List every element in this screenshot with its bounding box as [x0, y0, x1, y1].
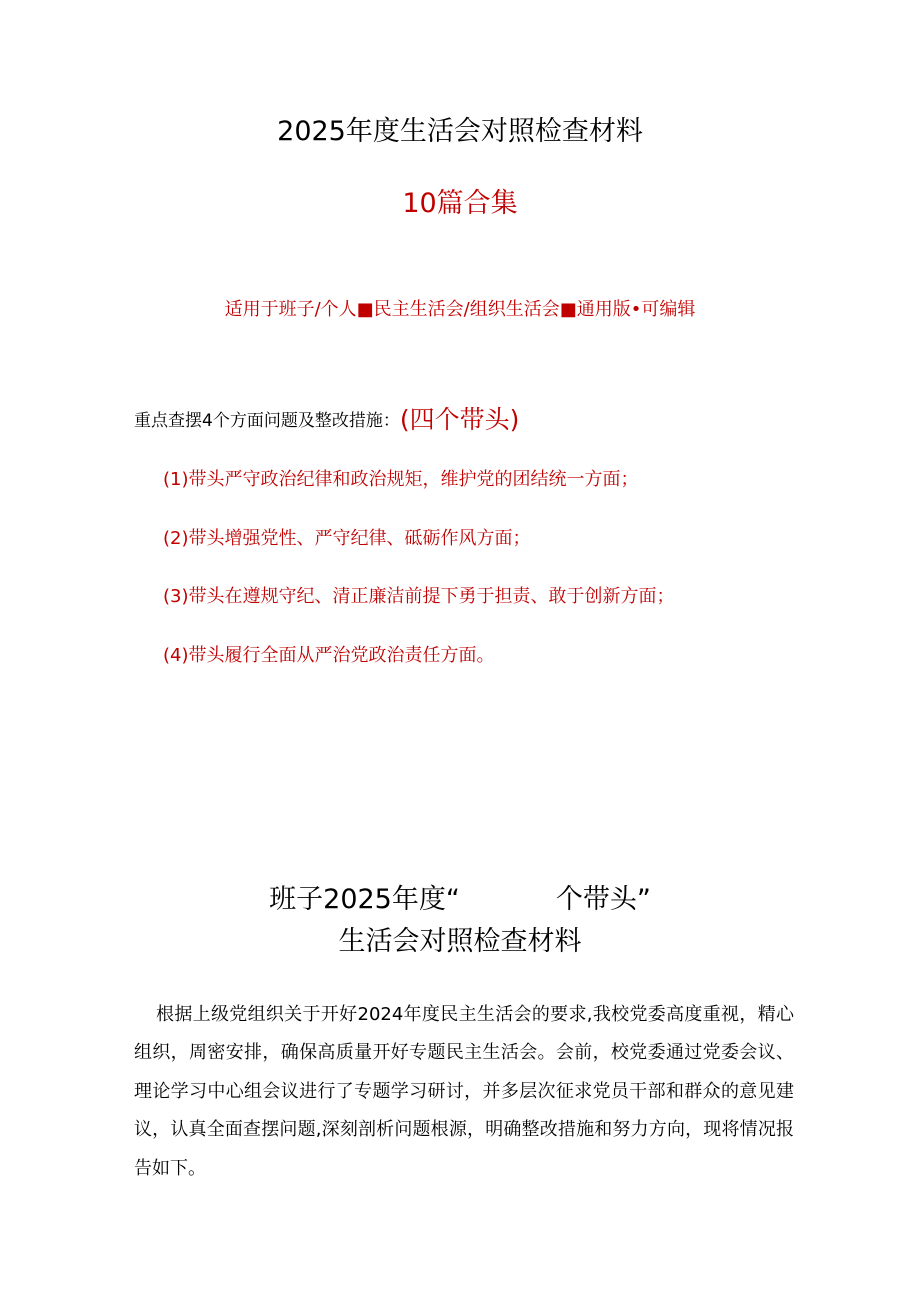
section-title-part-a: 班子2025年度“ [269, 884, 460, 915]
aspect-item: (3)带头在遵规守纪、清正廉洁前提下勇于担责、敢于创新方面； [163, 586, 675, 607]
aspect-item: (1)带头严守政治纪律和政治规矩，维护党的团结统一方面； [163, 469, 639, 490]
section-title-line-2: 生活会对照检查材料 [338, 926, 582, 957]
document-title: 2025年度生活会对照检查材料 [277, 116, 643, 147]
focus-highlight-text: (四个带头) [399, 405, 520, 434]
section-title-part-b: 个带头” [555, 884, 651, 915]
aspect-item: (2)带头增强党性、严守纪律、砥砺作风方面； [163, 527, 531, 549]
focus-heading [134, 402, 519, 439]
collection-subtitle: 10篇合集 [402, 188, 518, 219]
aspect-list [163, 466, 675, 700]
aspect-item: (4)带头履行全面从严治党政治责任方面。 [163, 644, 495, 666]
section-title-line-1 [0, 880, 920, 920]
focus-lead-text: 重点查摆4个方面问题及整改措施： [134, 411, 400, 431]
applicability-note: 适用于班子/个人■民主生活会/组织生活会■通用版•可编辑 [224, 299, 696, 320]
body-paragraph: 根据上级党组织关于开好2024年度民主生活会的要求,我校党委高度重视，精心组织，周密安排，确保高质量开好专题民主生活会。会前，校党委通过党委会议、理论学习中心组会议进行了专题学习研讨，并多层次征求党员干部和群众的意见建议，认真全面查摆问题,深刻剖析问题根源，明确整改措施和努力方向，现将情况报告如下。 [134, 1004, 794, 1179]
